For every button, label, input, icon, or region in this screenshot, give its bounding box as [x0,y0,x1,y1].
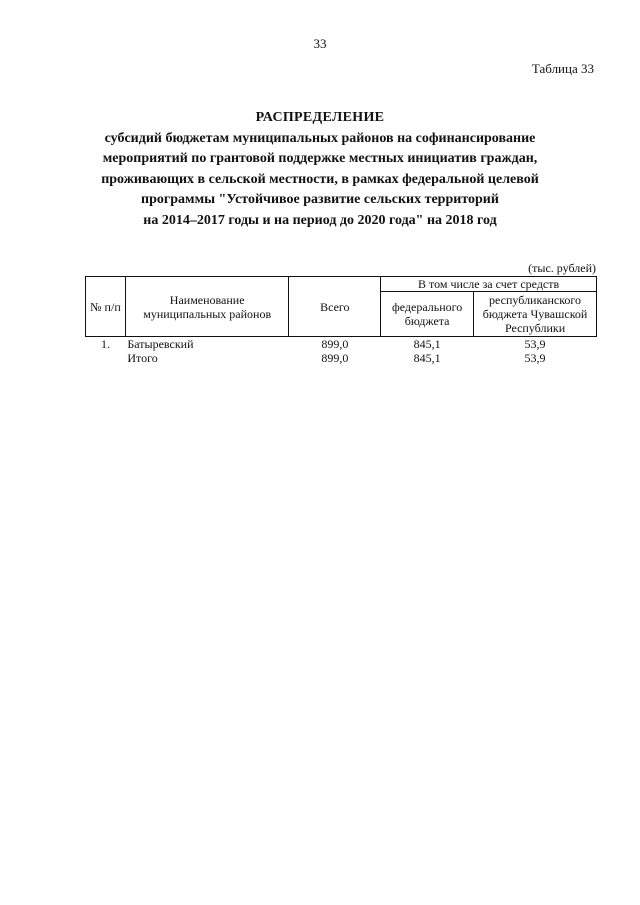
header-num: № п/п [86,277,126,337]
row-num: 1. [100,337,110,351]
row-total: 899,0 [321,337,349,351]
title-line-3: проживающих в сельской местности, в рамках федеральной целевой [101,171,539,187]
row-republic: 53,9 [524,337,546,351]
header-republic: республиканского бюджета Чувашской Республики [474,292,597,337]
header-federal: федерального бюджета [381,292,474,337]
row-federal: 845,1 [413,351,441,365]
distribution-table [85,276,597,365]
row-republic: 53,9 [524,351,546,365]
table-row [86,337,597,352]
title-line-1: субсидий бюджетам муниципальных районов на софинансирование [104,130,536,146]
title-line-4: программы "Устойчивое развитие сельских территорий [141,192,499,207]
table-label: Таблица 33 [531,61,594,76]
title-main: РАСПРЕДЕЛЕНИЕ [255,110,385,125]
table-row-total [86,351,597,365]
units-label: (тыс. рублей) [528,261,596,275]
row-num [86,351,126,365]
table-header-row [86,277,597,292]
title-line-2: мероприятий по грантовой поддержке местных инициатив граждан, [102,151,538,166]
row-total: 899,0 [321,351,349,365]
page-number: 33 [313,36,327,51]
header-total: Всего [289,277,381,337]
document-title [0,108,640,231]
header-name: Наименование муниципальных районов [125,277,289,337]
row-name: Итого [127,351,158,365]
row-federal: 845,1 [413,337,441,351]
title-line-5: на 2014–2017 годы и на период до 2020 года" на 2018 год [143,212,497,228]
header-group: В том числе за счет средств [381,277,597,292]
row-name: Батыревский [127,337,194,351]
